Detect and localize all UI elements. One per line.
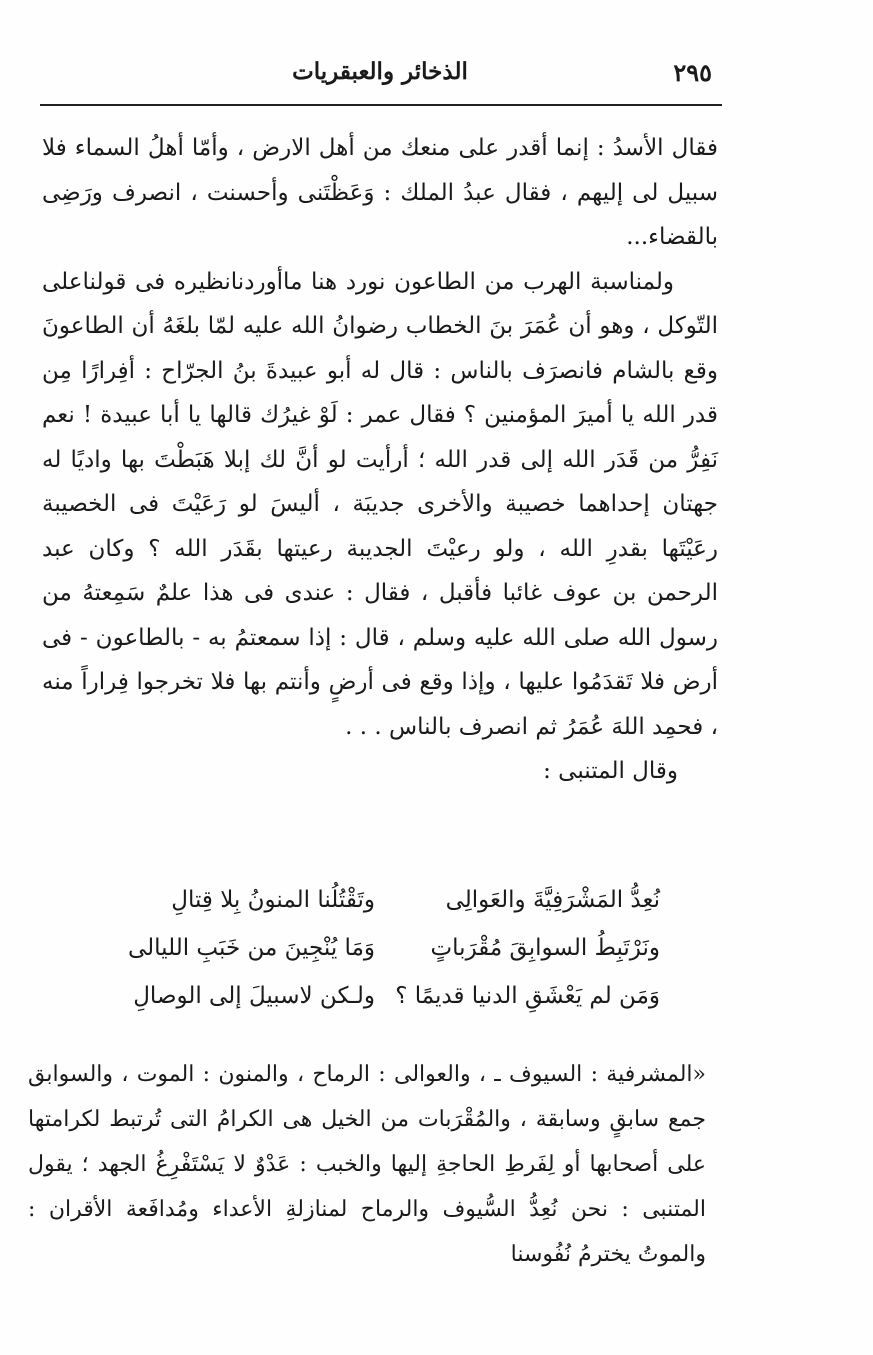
prose-body: [42, 126, 718, 794]
verse-line: [120, 876, 660, 924]
verse-line: [120, 972, 660, 1020]
paragraph-plague-hadith: ولمناسبة الهرب من الطاعون نورد هنا ماأوردنانظيره فى قولناعلى التّوكل ، وهو أن عُمَرَ بنَ الخطاب رضوانُ الله عليه لمّا بلغَهُ أن الطاعونَ وقع بالشام فانصرَف بالناس : قال له أبو عبيدةَ بنُ الجرّاح : أفِرارًا مِن قدر الله يا أميرَ المؤمنين ؟ فقال عمر : لَوْ غيرُك قالها يا أبا عبيدة ! نعم نَفِرُّ من قَدَر الله إلى قدر الله ؛ أرأيت لو أنَّ لك إبلا هَبَطْتَ بها واديًا له جهتان إحداهما خصيبة والأخرى جديبَة ، أليسَ لو رَعَيْتَ فى الخصيبة رعَيْتَها بقدرِ الله ، ولو رعيْتَ الجديبة رعيتها بقَدَر الله ؟ وكان عبد الرحمن بن عوف غائبا فأقبل ، فقال : عندى فى هذا علمٌ سَمِعتهُ من رسول الله صلى الله عليه وسلم ، قال : إذا سمعتمُ به - بالطاعون - فى أرض فلا تَقدَمُوا عليها ، وإذا وقع فى أرضٍ وأنتم بها فلا تخرجوا فِراراً منه ، فحمِد اللهَ عُمَرُ ثم انصرف بالناس . . .: [42, 268, 718, 740]
paragraph-lion-story: فقال الأسدُ : إنما أقدر على منعك من أهل الارض ، وأمّا أهلُ السماء فلا سبيل لى إليهم ، فقال عبدُ الملك : وَعَظْتَنى وأحسنت ، انصرف ورَضِى بالقضاء...: [42, 135, 718, 250]
verse-introduction: وقال المتنبى :: [543, 758, 678, 784]
verse-second-hemistich: وَمَا يُنْجِينَ من خَبَبِ الليالى: [127, 935, 375, 961]
verse-line: [120, 924, 660, 972]
verse-first-hemistich: ونَرْتَبِطُ السوابِقَ مُقْرَباتٍ: [430, 935, 660, 961]
page-number: ٢٩٥: [673, 58, 712, 87]
header-rule: [40, 104, 722, 106]
verse-first-hemistich: وَمَن لم يَعْشَقِ الدنيا قديمًا ؟: [395, 983, 660, 1009]
running-head: [40, 58, 720, 94]
verse-first-hemistich: نُعِدُّ المَشْرَفِيَّةَ والعَوالِى: [445, 887, 660, 913]
poem-verses: [120, 876, 660, 1020]
verse-second-hemistich: وتَقْتُلُنا المنونُ بِلا قِتالِ: [171, 887, 375, 913]
verse-second-hemistich: ولـكن لاسبيلَ إلى الوصالِ: [133, 983, 375, 1009]
glossary-commentary: «المشرفية : السيوف ـ ، والعوالى : الرماح ، والمنون : الموت ، والسوابق جمع سابقٍ وسابقة ، والمُقْرَبات من الخيل هى الكرامُ التى تُرتبط لكرامتها على أصحابها أو لِفَرطِ الحاجةِ إليها والخبب : عَدْوٌ لا يَسْتَفْرِغُ الجهد ؛ يقول المتنبى : نحن نُعِدُّ السُّيوف والرماح لمنازلةِ الأعداء ومُدافَعة الأقران : والموتُ يخترمُ نُفُوسنا: [28, 1062, 706, 1267]
book-title: الذخائر والعبقريات: [292, 58, 468, 85]
